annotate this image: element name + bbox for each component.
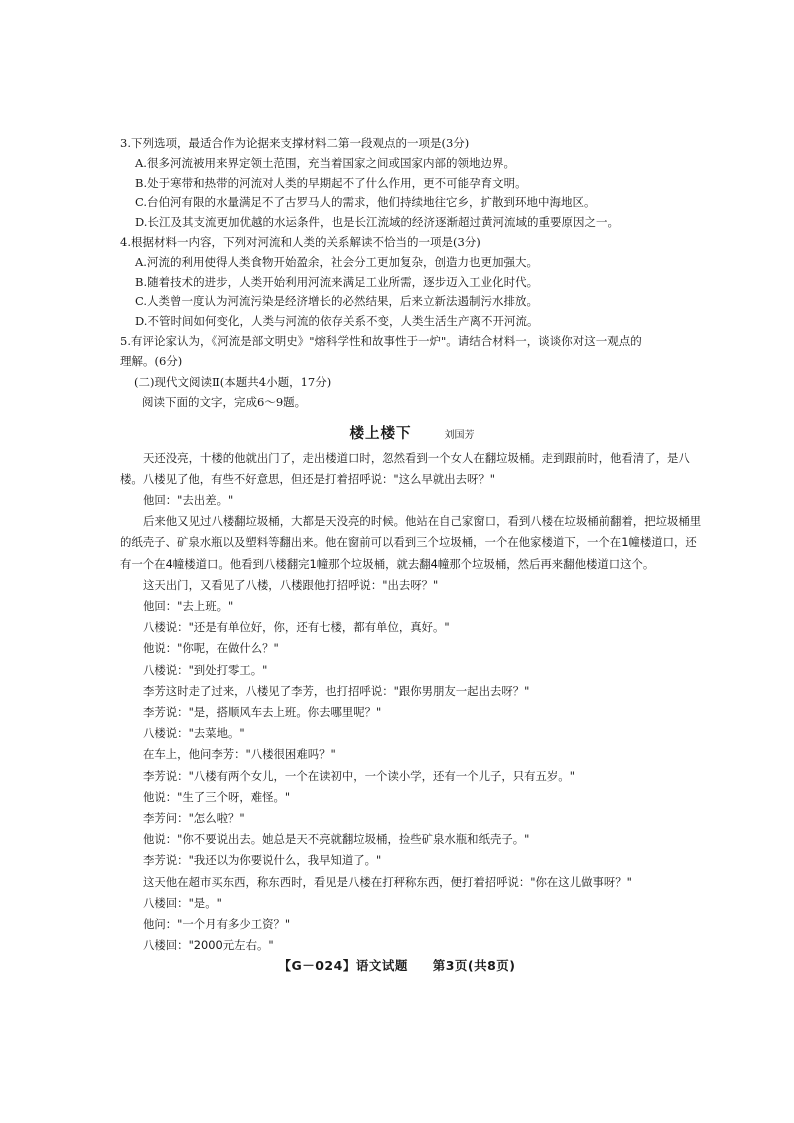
question-stem-line1: 5.有评论家认为，《河流是部文明史》"熔科学性和故事性于一炉"。请结合材料一，谈谈你对这一观点的 [120, 333, 642, 348]
story-paragraph: 他回："去出差。" [143, 492, 234, 507]
option-b: B.随着技术的进步，人类开始利用河流来满足工业所需，逐步迈入工业化时代。 [135, 274, 539, 289]
reading-instruction: 阅读下面的文字，完成6～9题。 [142, 394, 307, 409]
story-paragraph: 李芳说："我还以为你要说什么，我早知道了。" [143, 853, 382, 868]
story-paragraph: 后来他又见过八楼翻垃圾桶，大都是天没亮的时候。他站在自己家窗口，看到八楼在垃圾桶前翻着，把垃圾桶里的纸壳子、矿泉水瓶以及塑料等翻出来。他在窗前可以看到三个垃圾桶，一个在他家楼道下，一个在1幢楼道口，还有一个在4幢楼道口。他看到八楼翻完1幢那个垃圾桶，就去翻4幢那个垃圾桶，然后再来翻他楼道口这个。 [120, 514, 702, 571]
story-author: 刘国芳 [444, 429, 475, 441]
story-paragraph: 他回："去上班。" [143, 598, 234, 613]
option-c: C.人类曾一度认为河流污染是经济增长的必然结果，后来立新法遏制污水排放。 [135, 294, 539, 309]
question-stem: 4.根据材料一内容，下列对河流和人类的关系解读不恰当的一项是(3分) [120, 234, 481, 249]
story-paragraph: 他说："你呢，在做什么？" [143, 641, 279, 656]
option-d: D.不管时间如何变化，人类与河流的依存关系不变，人类生活生产离不开河流。 [135, 314, 539, 329]
story-paragraph: 天还没亮，十楼的他就出门了，走出楼道口时，忽然看到一个女人在翻垃圾桶。走到跟前时，他看清了，是八楼。八楼见了他，有些不好意思，但还是打着招呼说："这么早就出去呀？" [120, 450, 690, 486]
option-d: D.长江及其支流更加优越的水运条件，也是长江流域的经济逐渐超过黄河流域的重要原因之一。 [135, 215, 619, 230]
story-paragraph: 李芳说："是，搭顺风车去上班。你去哪里呢？" [143, 705, 382, 719]
story-paragraph: 八楼说："还是有单位好，你，还有七楼，都有单位，真好。" [143, 620, 450, 635]
story-body [120, 448, 704, 957]
page-footer [0, 956, 794, 974]
question-5 [120, 332, 704, 372]
story-paragraph: 八楼说："到处打零工。" [143, 662, 268, 677]
story-paragraph: 这天他在超市买东西，称东西时，看见是八楼在打秤称东西，便打着招呼说："你在这儿做事呀？" [143, 874, 632, 889]
option-b: B.处于寒带和热带的河流对人类的早期起不了什么作用，更不可能孕育文明。 [135, 175, 527, 190]
question-stem: 3.下列选项，最适合作为论据来支撑材料二第一段观点的一项是(3分) [120, 136, 470, 150]
story-paragraph: 八楼说："去菜地。" [143, 726, 245, 741]
story-title: 楼上楼下 [349, 424, 412, 442]
exam-code: 【G－024】语文试题 [278, 958, 408, 973]
story-paragraph: 这天出门，又看见了八楼，八楼跟他打招呼说："出去呀？" [143, 577, 439, 592]
story-paragraph: 八楼回："是。" [143, 895, 222, 910]
story-paragraph: 八楼回："2000元左右。" [143, 938, 274, 953]
story-paragraph: 他说："生了三个呀，难怪。" [143, 789, 291, 804]
section-heading: (二)现代文阅读Ⅱ(本题共4小题，17分) [134, 374, 332, 389]
story-paragraph: 李芳问："怎么啦？" [143, 811, 245, 826]
question-3 [120, 134, 704, 233]
page-number: 第3页(共8页) [432, 958, 516, 973]
story-paragraph: 李芳这时走了过来，八楼见了李芳，也打招呼说："跟你男朋友一起出去呀？" [143, 683, 530, 698]
option-a: A.很多河流被用来界定领土范围，充当着国家之间或国家内部的领地边界。 [135, 155, 515, 170]
story-title-row [120, 422, 704, 444]
story-paragraph: 李芳说："八楼有两个女儿，一个在读初中，一个读小学，还有一个儿子，只有五岁。" [143, 768, 575, 783]
story-paragraph: 在车上，他问李芳："八楼很困难吗？" [143, 747, 336, 762]
story-paragraph: 他问："一个月有多少工资？" [143, 917, 291, 932]
story-paragraph: 他说："你不要说出去。她总是天不亮就翻垃圾桶，捡些矿泉水瓶和纸壳子。" [143, 832, 530, 847]
question-stem-line2: 理解。(6分) [120, 353, 183, 368]
option-a: A.河流的利用使得人类食物开始盈余，社会分工更加复杂，创造力也更加强大。 [135, 254, 538, 269]
question-4 [120, 233, 704, 332]
option-c: C.台伯河有限的水量满足不了古罗马人的需求，他们持续地往它乡，扩散到环地中海地区。 [135, 195, 596, 210]
